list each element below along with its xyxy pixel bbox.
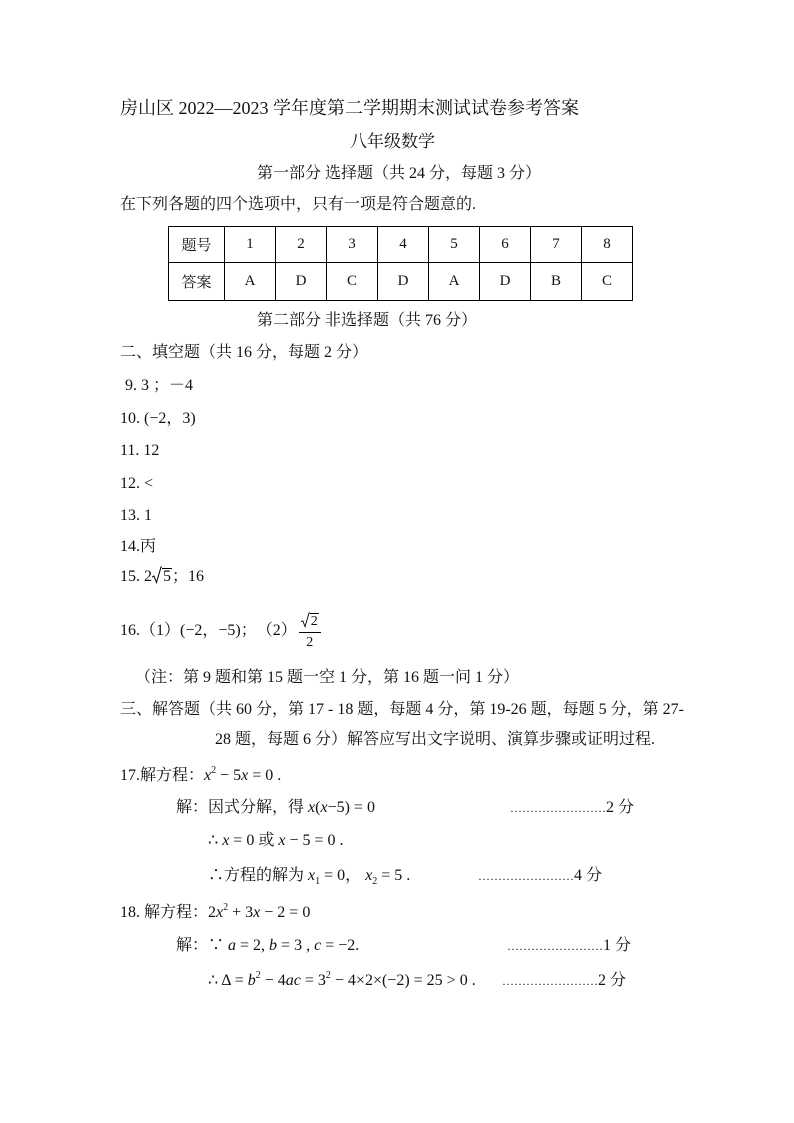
score-text: 2 分 [606,799,635,816]
question-number: 9. [125,377,137,394]
question-number-cell: 8 [582,227,633,263]
q17-step2 [208,831,343,851]
step-text: ∴方程的解为 [208,867,309,884]
solutions-heading-line1: 三、解答题（共 60 分，第 17 - 18 题，每题 4 分，第 19-26 题，每题 5 分，第 27- [120,701,684,718]
answer-q10 [120,409,196,429]
math-variable: a [228,937,237,954]
answer-text: 3 ；－4 [137,377,194,394]
math-text: = 0 或 [229,832,279,849]
question-number: 15. [120,568,140,585]
math-text: = 3 , [277,937,315,954]
answer-cell: C [327,263,378,301]
question-number: 13. [120,507,140,524]
math-variable: b [269,937,278,954]
dot-leader: …………………… [478,869,574,883]
question-number-cell: 2 [276,227,327,263]
solutions-heading-line2: 28 题，每题 6 分）解答应写出文字说明、演算步骤或证明过程. [215,731,656,748]
step-text: 解：因式分解，得 [176,799,309,816]
math-subscript: 1 [315,876,321,887]
number-label-cell: 题号 [169,227,225,263]
math-text: −5) = 0 [327,799,375,816]
answer-cell: D [276,263,327,301]
answer-cell: B [531,263,582,301]
math-text: ∴ [208,832,223,849]
fraction-denominator: 2 [306,634,314,650]
math-variable: ac [285,972,301,989]
answer-cell: D [378,263,429,301]
question-number-row [169,227,633,263]
part2-heading: 第二部分 非选择题（共 76 分） [257,312,478,329]
question-number-cell: 3 [327,227,378,263]
document-title: 房山区 2022—2023 学年度第二学期期末测试试卷参考答案 [120,98,579,118]
fraction [299,612,321,651]
answer-cell: A [225,263,276,301]
score-text: 4 分 [574,867,603,884]
question-number-cell: 5 [429,227,480,263]
answer-q14 [120,537,156,557]
math-subscript: 2 [372,876,378,887]
answer-text: < [140,475,154,492]
q17-step3 [208,866,410,886]
math-variable: b [247,972,256,989]
question-number: 11. [120,442,140,459]
answer-cell: D [480,263,531,301]
q17-prompt-line [120,766,281,786]
dot-leader: …………………… [502,974,598,988]
score-text: 2 分 [598,972,627,989]
math-text: = 3 [300,972,326,989]
math-text: − 4 [260,972,286,989]
dot-leader: …………………… [510,801,606,815]
math-variable: x [320,799,328,816]
sqrt-coefficient: 2 [140,568,152,585]
math-text: 2 [208,904,217,921]
answer-q13 [120,506,152,526]
q18-step1-score [507,936,631,956]
math-exponent: 2 [255,970,261,981]
math-variable: x [241,767,249,784]
math-text: = −2. [321,937,360,954]
math-variable: x [204,767,212,784]
answer-cell: C [582,263,633,301]
math-text: = 2, [236,937,270,954]
multiple-choice-answer-table [168,226,633,301]
part1-heading: 第一部分 选择题（共 24 分，每题 3 分） [257,165,542,182]
math-text: + 3 [228,904,254,921]
math-variable: x [222,832,230,849]
math-exponent: 2 [211,765,217,776]
sub-question-label: （1） [140,622,181,639]
q18-prompt: 18. 解方程： [120,904,209,921]
question-number-cell: 4 [378,227,429,263]
document-subtitle: 八年级数学 [350,132,435,151]
answer-text: ；16 [172,568,205,585]
math-text: ∴ Δ = [208,972,248,989]
answer-q9 [125,376,193,396]
answer-text: (−2，−5) [180,622,241,639]
sqrt-radicand: 2 [310,613,318,629]
answer-q12 [120,474,153,494]
q18-prompt-line [120,903,310,923]
question-number: 16. [120,622,140,639]
q17-step3-score [478,866,602,886]
math-variable: c [314,937,322,954]
math-exponent: 2 [223,902,229,913]
q18-step2 [208,971,476,991]
math-variable: x [365,867,373,884]
radical-sign-icon [152,566,162,584]
q18-step2-score [502,971,626,991]
fraction-numerator [299,612,321,633]
step-text: 解：∵ [176,937,229,954]
math-variable: x [308,799,316,816]
q17-prompt: 17.解方程： [120,767,205,784]
answer-q11 [120,441,159,461]
question-number: 10. [120,410,140,427]
math-text: ( [315,799,321,816]
answer-text: 丙 [140,538,157,555]
score-text: 1 分 [603,937,632,954]
scoring-note: （注：第 9 题和第 15 题一空 1 分，第 16 题一问 1 分） [135,669,520,686]
math-variable: x [308,867,316,884]
math-text: = 0 . [248,767,282,784]
math-text: − 2 = 0 [260,904,311,921]
answer-text: (−2，3) [140,410,196,427]
q17-step1 [176,798,375,818]
sqrt-radicand: 5 [163,568,171,585]
math-variable: x [278,832,286,849]
part1-instruction: 在下列各题的四个选项中，只有一项是符合题意的. [120,196,477,213]
question-number-cell: 7 [531,227,582,263]
question-number: 14. [120,538,140,555]
answer-label-cell: 答案 [169,263,225,301]
math-variable: x [253,904,261,921]
answer-q16 [120,612,321,650]
q18-step1 [176,936,359,956]
radical-sign-icon [301,612,310,628]
math-exponent: 2 [325,970,331,981]
math-text: − 5 = 0 . [285,832,344,849]
answer-cell: A [429,263,480,301]
answer-row [169,263,633,301]
separator: ； [240,622,257,639]
answer-text: 1 [140,507,152,524]
fill-in-heading: 二、填空题（共 16 分，每题 2 分） [120,344,369,361]
answer-q15 [120,566,204,587]
dot-leader: …………………… [507,939,603,953]
answer-text: 12 [139,442,160,459]
math-text: = 5 . [377,867,411,884]
math-text: = 0， [320,867,366,884]
question-number-cell: 1 [225,227,276,263]
math-text: − 5 [216,767,242,784]
math-variable: x [216,904,224,921]
q17-step1-score [510,798,634,818]
question-number-cell: 6 [480,227,531,263]
math-text: − 4×2×(−2) = 25 > 0 . [330,972,476,989]
question-number: 12. [120,475,140,492]
sub-question-label: （2） [256,622,297,639]
